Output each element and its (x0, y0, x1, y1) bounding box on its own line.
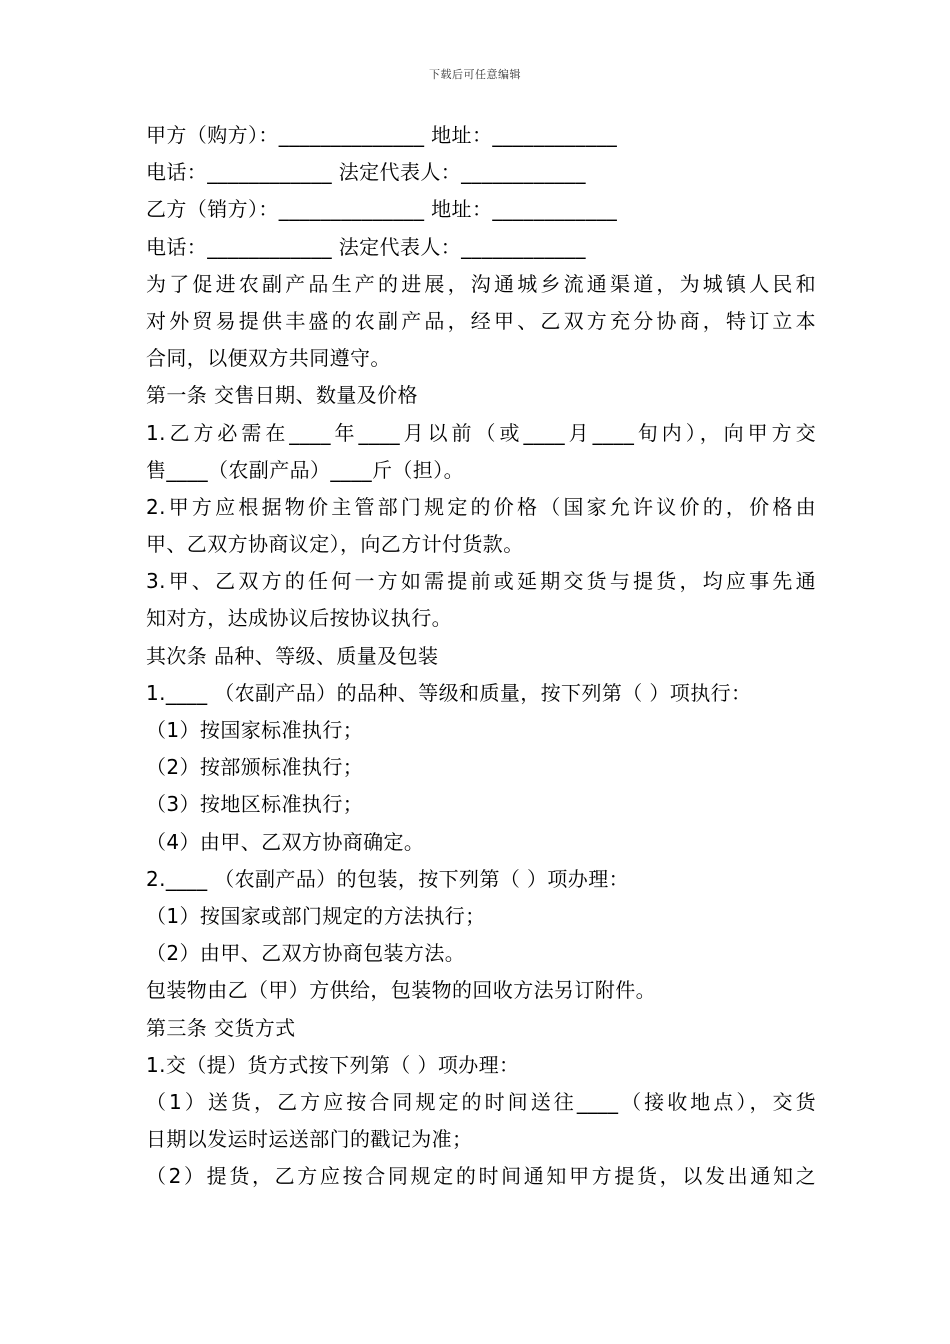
option-line: （3）按地区标准执行； (146, 792, 364, 817)
seller-phone-line: 电话：____________ 法定代表人：____________ (146, 234, 586, 259)
page-header: 下载后可任意编辑 (429, 68, 521, 81)
clause-line: 1.____ （农副产品）的品种、等级和质量，按下列第（ ）项执行： (146, 680, 752, 705)
option-line: （1）送货，乙方应按合同规定的时间送往____（接收地点），交货 (146, 1089, 816, 1114)
clause-line: 知对方，达成协议后按协议执行。 (146, 606, 452, 631)
contract-body (146, 117, 816, 1195)
clause-line: 售____（农副产品）____斤（担）。 (146, 457, 464, 482)
article-heading: 第三条 交货方式 (146, 1015, 296, 1040)
option-line: （4）由甲、乙双方协商确定。 (146, 829, 425, 854)
clause-line: 2.____ （农副产品）的包装，按下列第（ ）项办理： (146, 866, 629, 891)
preamble-line: 为了促进农副产品生产的进展，沟通城乡流通渠道，为城镇人民和 (146, 271, 816, 296)
clause-line: 1.乙方必需在____年____月以前（或____月____旬内），向甲方交 (146, 420, 816, 445)
article-heading: 其次条 品种、等级、质量及包装 (146, 643, 439, 668)
clause-line: 2.甲方应根据物价主管部门规定的价格（国家允许议价的，价格由 (146, 494, 816, 519)
option-line: 日期以发运时运送部门的戳记为准； (146, 1127, 473, 1152)
buyer-address-line: 甲方（购方）：______________ 地址：____________ (146, 123, 618, 147)
option-line: （1）按国家标准执行； (146, 718, 364, 742)
clause-line: 1.交（提）货方式按下列第（ ）项办理： (146, 1052, 520, 1077)
buyer-phone-line: 电话：____________ 法定代表人：____________ (146, 160, 586, 185)
option-line: （2）由甲、乙双方协商包装方法。 (146, 941, 466, 966)
option-line: （1）按国家或部门规定的方法执行； (146, 903, 486, 928)
preamble-line: 对外贸易提供丰盛的农副产品，经甲、乙双方充分协商，特订立本 (146, 308, 816, 333)
preamble-line: 合同，以便双方共同遵守。 (146, 346, 391, 371)
option-line: （2）提货，乙方应按合同规定的时间通知甲方提货，以发出通知之 (146, 1164, 816, 1189)
clause-line: 包装物由乙（甲）方供给，包装物的回收方法另订附件。 (146, 978, 656, 1003)
seller-address-line: 乙方（销方）：______________ 地址：____________ (146, 197, 618, 222)
article-heading: 第一条 交售日期、数量及价格 (146, 383, 418, 408)
clause-line: 甲、乙双方协商议定），向乙方计付货款。 (146, 532, 524, 557)
clause-line: 3.甲、乙双方的任何一方如需提前或延期交货与提货，均应事先通 (146, 569, 816, 594)
option-line: （2）按部颁标准执行； (146, 755, 364, 780)
